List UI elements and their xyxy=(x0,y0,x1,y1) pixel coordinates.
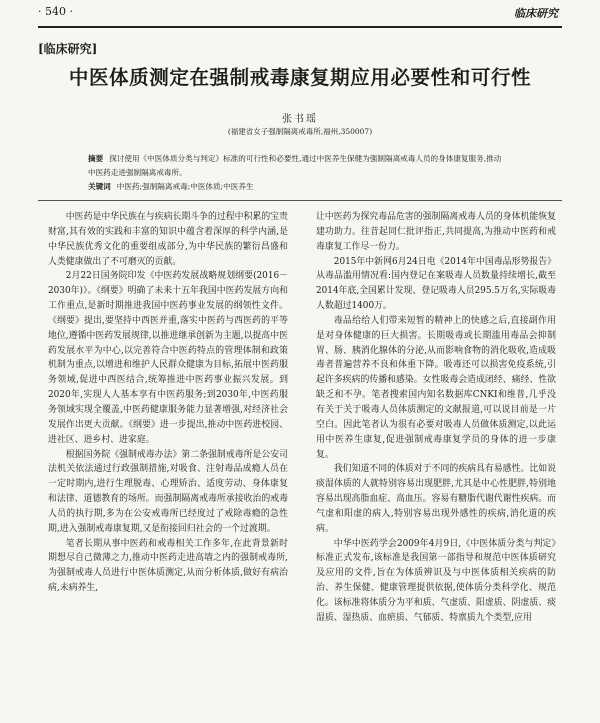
abstract-divider xyxy=(38,200,562,201)
abstract-text: 探讨使用《中医体质分类与判定》标准的可行性和必要性,通过中医养生保健为强制隔离戒毒人员的身体康复服务,推动中医药走进强制隔离戒毒所。 xyxy=(88,154,502,177)
affiliation: (福建省女子强制隔离戒毒所,福州,350007) xyxy=(227,127,373,136)
abstract xyxy=(88,152,508,179)
paragraph: 2月22日国务院印发《中医药发展战略规划纲要(2016－2030年)》。《纲要》明确了未来十五年我国中医药发展方向和工作重点,是新时期推进我国中医药事业发展的纲领性文件。《纲要》提出,要坚持中西医并重,落实中医药与西医药的平等地位,遵循中医药发展规律,以推进继承创新为主题,以提高中医药发展水平为中心,以完善符合中医药特点的管理体制和政策机制为重点,以增进和维护人民群众健康为目标,拓展中医药服务领域,促进中西医结合,统筹推进中医药事业振兴发展。到2020年,实现人人基本享有中医药服务;到2030年,中医药服务领域实现全覆盖,中医药健康服务能力显著增强,对经济社会发展作出更大贡献。《纲要》进一步提出,推动中医药进校园、进社区、进乡村、进家庭。 xyxy=(48,271,288,445)
header-rule xyxy=(38,26,562,28)
keywords xyxy=(88,181,508,192)
paragraph: 我们知道不同的体质对于不同的疾病具有易感性。比如说痰湿体质的人就特别容易出现肥胖,尤其是中心性肥胖,特别地容易出现高脂血症、高血压。容易有糖脂代谢代谢性疾病。而气虚和阳虚的病人,特别容易出现外感性的疾病,消化道的疾病。 xyxy=(316,464,556,534)
paragraph: 根据国务院《强制戒毒办法》第二条强制戒毒所是公安司法机关依法通过行政强制措施,对吸食、注射毒品成瘾人员在一定时期内,进行生理脱毒、心理矫治、适度劳动、身体康复和法律、道德教育的场所。而强制隔离戒毒所承接收治的戒毒人员的执行期,多为在公安戒毒所已经度过了戒除毒瘾的急性期,进入强制戒毒康复期,又是衔接回归社会的一个过渡期。 xyxy=(48,449,288,534)
paragraph-continued: 让中医药为探究毒品危害的强制隔离戒毒人员的身体机能恢复建功助力。往昔起同仁批评指正,共同提高,为推动中医药和戒毒康复工作尽一份力。 xyxy=(316,212,556,252)
abstract-label: 摘要 xyxy=(88,154,104,163)
paragraph: 中华中医药学会2009年4月9日,《中医体质分类与判定》标准正式发布,该标准是我国第一部指导和规范中医体质研究及应用的文件,旨在为体质辨识及与中医体质相关疾病的防治、养生保健、健康管理提供依据,使体质分类科学化、规范化。该标准将体质分为平和质、气虚质、阳虚质、阴虚质、痰湿质、湿热质、血瘀质、气郁质、特禀质九个类型,应用 xyxy=(316,538,556,623)
paragraph: 毒品给给人们带来短暂的精神上的快感之后,直接副作用是对身体健康的巨大损害。长期吸毒或长期滥用毒品会抑制胃、肠、胰消化腺体的分泌,从而影响食物的消化吸收,造成吸毒者普遍营养不良和体重下降。吸毒还可以损害免疫系统,引起许多疾病的传播和感染。女性吸毒会造成闭经、痛经、性欲缺乏和不孕。笔者搜索国内知名数据库CNKI和维普,几乎没有关于关于吸毒人员体质测定的文献报道,可以说目前是一片空白。因此笔者认为很有必要对吸毒人员做体质测定,以此运用中医养生康复,促进强制戒毒康复学员的身体的进一步康复。 xyxy=(316,315,556,460)
keywords-label: 关键词 xyxy=(88,182,111,191)
keywords-text: 中医药;强制隔离戒毒;中医体质;中医养生 xyxy=(116,182,254,191)
paragraph: 2015年中新网6月24日电《2014年中国毒品形势报告》从毒品滥用情况看:国内登记在案吸毒人员数量持续增长,截至2014年底,全国累计发现、登记吸毒人员295.5万名,实际吸毒人数超过1400万。 xyxy=(316,256,557,312)
page-number: · 540 · xyxy=(38,5,73,18)
column-tag: [临床研究] xyxy=(38,42,98,56)
body-column-right xyxy=(316,210,556,626)
author: 张书瑶 xyxy=(282,114,318,125)
paragraph: 笔者长期从事中医药和戒毒相关工作多年,在此背景新时期想尽自己微薄之力,推动中医药走进高墙之内的强制戒毒所,为强制戒毒人员进行中医体质测定,从而分析体质,做好有病治病,未病养生, xyxy=(48,538,288,594)
article-title: 中医体质测定在强制戒毒康复期应用必要性和可行性 xyxy=(68,66,532,89)
body-column-left xyxy=(48,210,288,596)
paragraph: 中医药是中华民族在与疾病长期斗争的过程中积累的宝贵财富,其有效的实践和丰富的知识中蕴含着深厚的科学内涵,是中华民族优秀文化的重要组成部分,为中华民族的繁衍昌盛和人类健康做出了不可磨灭的贡献。 xyxy=(48,212,288,267)
running-header-section: 临床研究 xyxy=(514,7,558,20)
